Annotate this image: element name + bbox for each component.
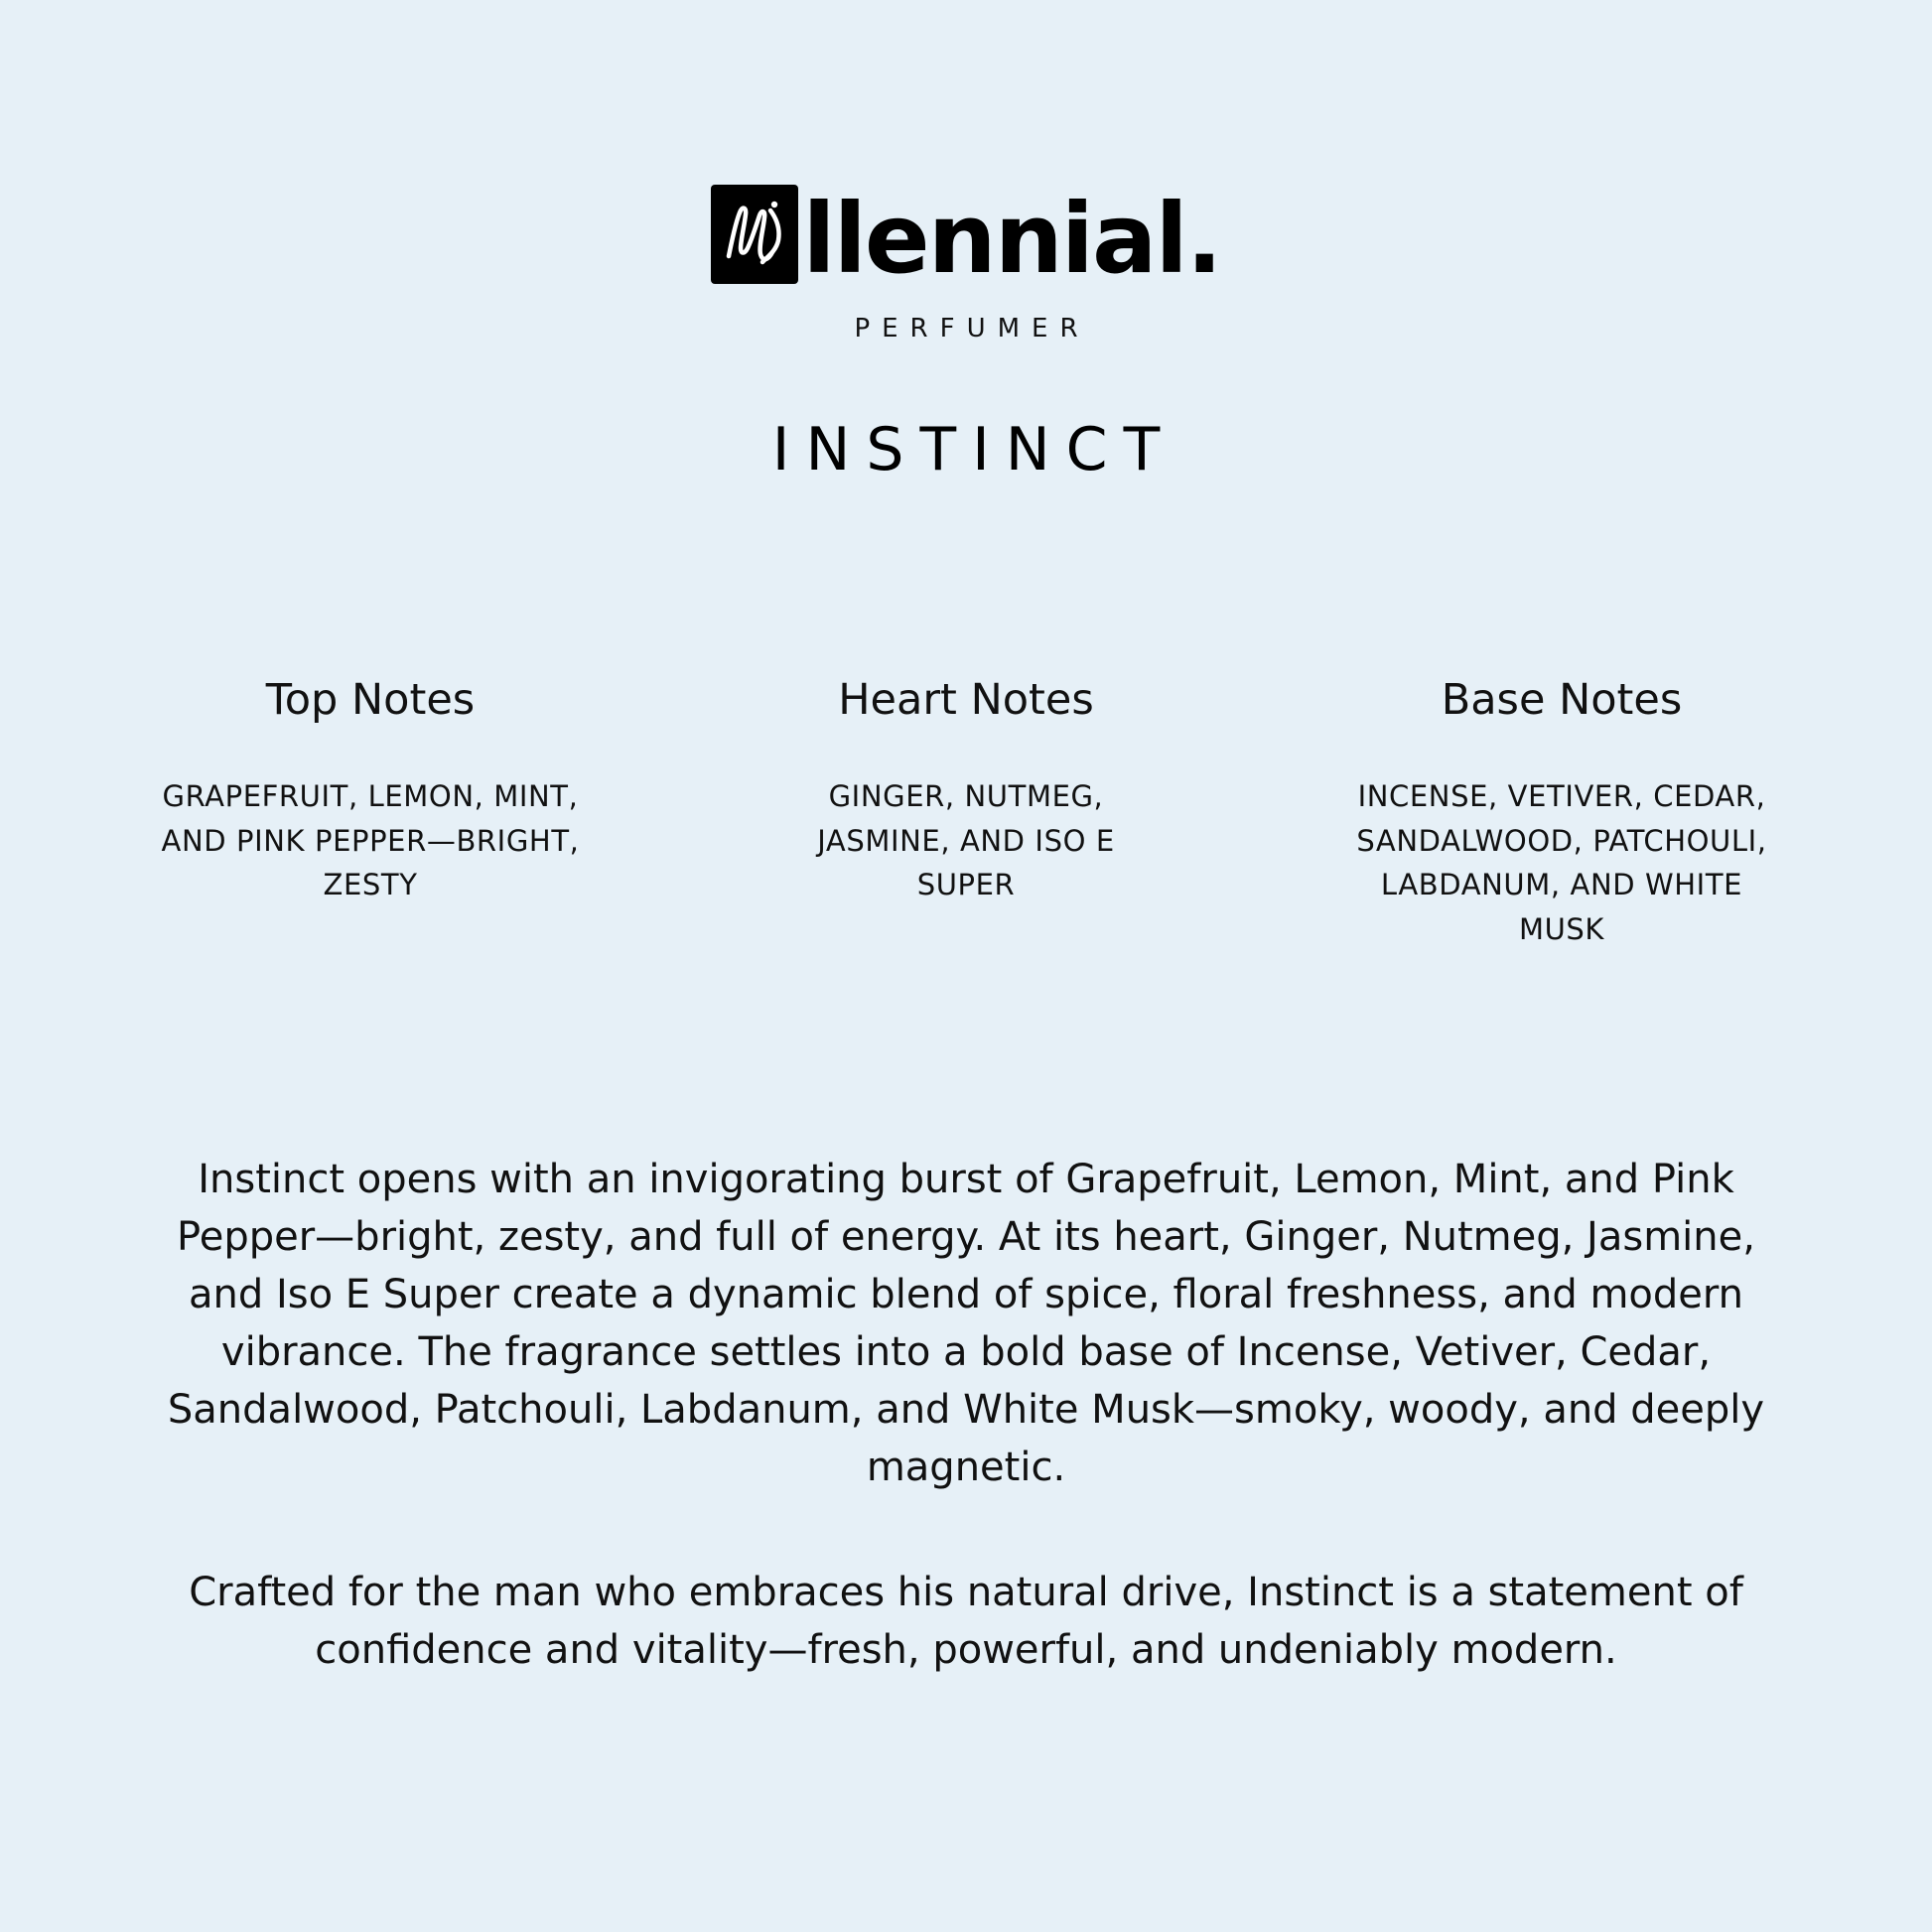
brand-logo (711, 181, 1220, 344)
note-heading-top: Top Notes (265, 675, 476, 725)
description-paragraph-2: Crafted for the man who embraces his natural drive, Instinct is a statement of confidence and vitality—fresh, powerful, and undeniably modern. (189, 1570, 1743, 1674)
note-heading-heart: Heart Notes (838, 675, 1094, 725)
brand-tagline: PERFUMER (854, 314, 1090, 344)
brand-wordmark (711, 181, 1221, 295)
product-description (162, 1151, 1770, 1679)
note-column-base (1284, 675, 1840, 952)
note-heading-base: Base Notes (1441, 675, 1683, 725)
brand-name-text: llennial. (802, 182, 1221, 295)
fragrance-notes-section (92, 675, 1840, 952)
page-title: INSTINCT (771, 415, 1176, 484)
note-body-top: GRAPEFRUIT, LEMON, MINT, AND PINK PEPPER—BRIGHT, ZESTY (161, 778, 580, 902)
note-column-top (92, 675, 648, 907)
monogram-mi-icon (711, 185, 798, 284)
note-body-base: INCENSE, VETIVER, CEDAR, SANDALWOOD, PATCHOULI, LABDANUM, AND WHITE MUSK (1356, 778, 1767, 947)
note-column-heart (688, 675, 1244, 907)
note-body-heart: GINGER, NUTMEG, JASMINE, AND ISO E SUPER (817, 778, 1115, 902)
description-paragraph-1: Instinct opens with an invigorating burst of Grapefruit, Lemon, Mint, and Pink Pepper—bright, zesty, and full of energy. At its heart, Ginger, Nutmeg, Jasmine, and Iso E Super create a dynamic blend of spice, floral freshness, and modern vibrance. The fragrance settles into a bold base of Incense, Vetiver, Cedar, Sandalwood, Patchouli, Labdanum, and White Musk—smoky, woody, and deeply magnetic. (167, 1157, 1765, 1491)
